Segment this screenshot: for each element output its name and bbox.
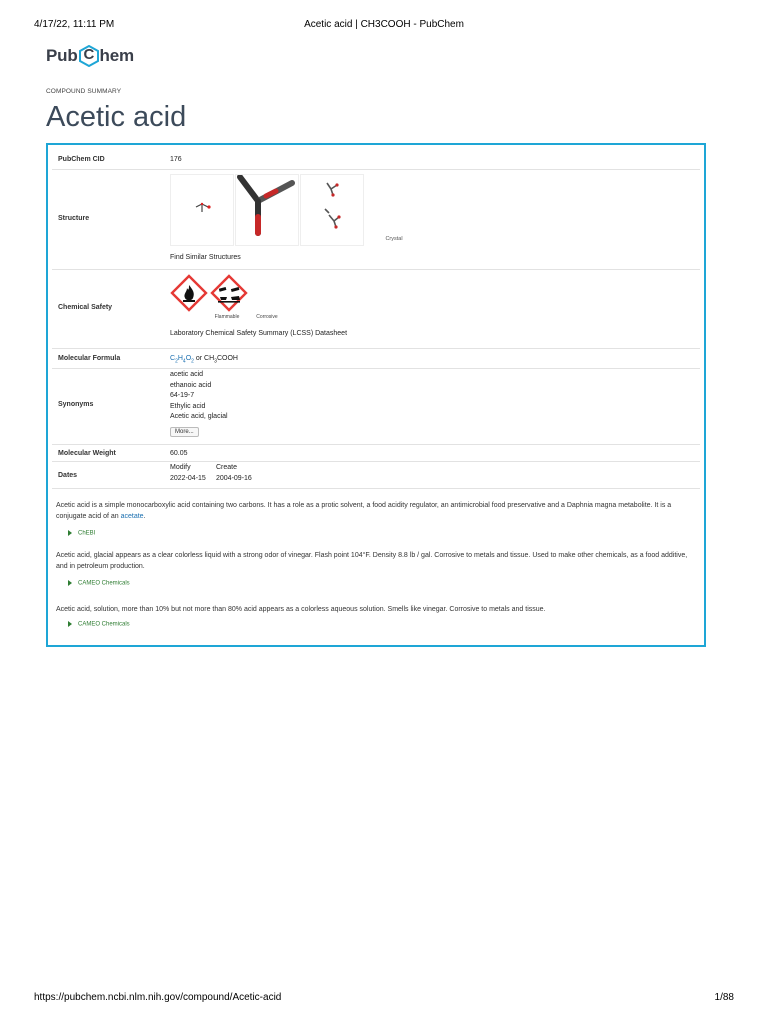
synonym-item: Ethylic acid: [170, 402, 206, 410]
acetate-link[interactable]: acetate: [120, 513, 144, 520]
logo-text-pub: Pub: [46, 46, 78, 65]
print-url: https://pubchem.ncbi.nlm.nih.gov/compound/Acetic-acid: [34, 992, 282, 1003]
lcss-datasheet-link[interactable]: Laboratory Chemical Safety Summary (LCSS) Datasheet: [170, 330, 348, 337]
structure-crystal-caption: Crystal: [385, 236, 403, 242]
row-molecular-weight: [52, 445, 700, 462]
row-synonyms: [52, 369, 700, 445]
print-page-number: 1/88: [714, 992, 734, 1003]
structure-2d[interactable]: [170, 174, 234, 246]
flammable-icon: [170, 274, 208, 312]
structure-3d-icon: [236, 175, 298, 237]
compound-summary-box: [46, 143, 706, 647]
expand-triangle-icon: [68, 621, 72, 627]
print-footer: [0, 992, 768, 1012]
source-cameo-link[interactable]: CAMEO Chemicals: [68, 580, 130, 587]
synonyms-label: Synonyms: [58, 401, 94, 408]
create-date: 2004-09-16: [216, 475, 252, 482]
modify-date: 2022-04-15: [170, 475, 206, 482]
row-molecular-formula: [52, 349, 700, 369]
synonyms-list: [170, 370, 228, 423]
synonym-item: acetic acid: [170, 371, 204, 378]
cid-label: PubChem CID: [58, 156, 105, 163]
structure-3d[interactable]: [235, 174, 299, 246]
hexagon-logo-icon: [79, 45, 99, 67]
ghs-corrosive[interactable]: [210, 274, 278, 324]
structure-crystal-icon: [301, 175, 363, 235]
description-cameo-solution: Acetic acid, solution, more than 10% but not more than 80% acid appears as a colorless aqueous solution. Smells like vinegar. Corrosive to metals and tissue.: [56, 606, 546, 613]
ghs-flammable[interactable]: [170, 274, 240, 324]
dates-label: Dates: [58, 472, 78, 479]
logo-text-hem: hem: [99, 46, 134, 65]
description-cameo-glacial: Acetic acid, glacial appears as a clear colorless liquid with a strong odor of vinegar. Flash point 104°F. Density 8.8 lb / gal. Corrosive to metals and tissue. Used to make other chemicals, as a food additive, and in petroleum production.: [56, 552, 688, 570]
find-similar-structures-link[interactable]: Find Similar Structures: [170, 254, 241, 261]
corrosive-caption: Corrosive: [256, 314, 278, 320]
expand-triangle-icon: [68, 580, 72, 586]
logo-text-c: C: [83, 46, 95, 63]
chemical-safety-label: Chemical Safety: [58, 304, 113, 311]
row-dates: [52, 462, 700, 489]
molecular-formula-label: Molecular Formula: [58, 355, 121, 362]
modify-label: Modify: [170, 464, 191, 471]
create-label: Create: [216, 464, 238, 471]
source-chebi-link[interactable]: ChEBI: [68, 530, 95, 537]
synonyms-more-button[interactable]: More...: [170, 427, 199, 437]
section-label: COMPOUND SUMMARY: [46, 88, 122, 95]
description-chebi: Acetic acid is a simple monocarboxylic acid containing two carbons. It has a role as a protic solvent, a food acidity regulator, an antimicrobial food preservative and a Daphnia magna metabolite. It is a conjugate acid of an acetate.: [56, 502, 672, 520]
corrosive-icon: [210, 274, 248, 312]
print-header: [0, 0, 768, 40]
pubchem-logo[interactable]: [46, 42, 134, 70]
synonym-item: ethanoic acid: [170, 381, 212, 389]
flammable-caption: Flammable: [214, 314, 240, 320]
source-cameo-link[interactable]: CAMEO Chemicals: [68, 621, 130, 628]
print-title: Acetic acid | CH3COOH - PubChem: [304, 19, 464, 30]
cid-value: 176: [170, 156, 182, 163]
row-chemical-safety: [52, 270, 700, 349]
molecular-weight-value: 60.05: [170, 450, 188, 457]
formula-link[interactable]: $C_2H_4O_2$: [170, 355, 194, 365]
molecular-formula-value: $C_2H_4O_2$ or $CH_3COOH$: [170, 355, 238, 365]
structure-label: Structure: [58, 215, 90, 222]
structure-crystal[interactable]: [300, 174, 403, 246]
synonym-item: 64-19-7: [170, 392, 195, 399]
structure-2d-icon: [171, 175, 233, 235]
molecular-weight-label: Molecular Weight: [58, 450, 116, 457]
row-structure: [52, 170, 700, 270]
synonym-item: Acetic acid, glacial: [170, 413, 228, 420]
expand-triangle-icon: [68, 530, 72, 536]
page-title: Acetic acid: [46, 101, 187, 133]
row-pubchem-cid: [52, 149, 700, 170]
print-date: 4/17/22, 11:11 PM: [34, 19, 115, 30]
